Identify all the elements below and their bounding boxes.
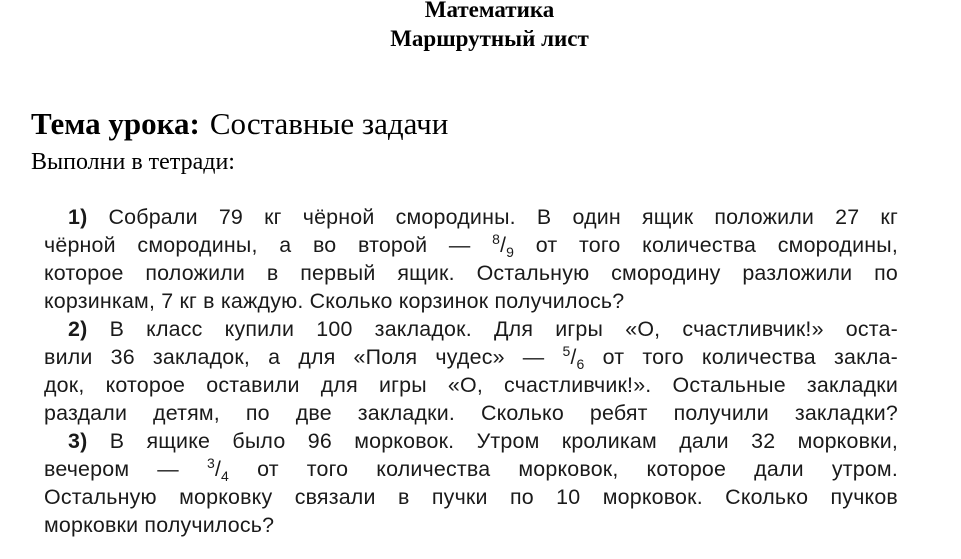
task-3-line-3 xyxy=(44,483,898,511)
task-2-denominator: 6 xyxy=(576,356,585,372)
task-3-text-4: Остальную морковку связали в пучки по 10 морковок. Сколько пучков xyxy=(44,485,898,509)
task-2-line-2 xyxy=(44,343,898,371)
task-3-text-3: от того количества морковок, которое дали утром. xyxy=(257,457,898,481)
task-2-text-3: от того количества закла- xyxy=(602,345,898,369)
task-2-number: 2) xyxy=(68,317,88,341)
task-1-number: 1) xyxy=(68,205,88,229)
task-3-numerator: 3 xyxy=(206,455,215,471)
task-2-line-3 xyxy=(44,371,898,399)
task-3-line-2 xyxy=(44,455,898,483)
task-1-text-2: чёрной смородины, а во второй — xyxy=(44,233,471,257)
task-2-text-2: вили 36 закладок, а для «Поля чудес» — xyxy=(44,345,545,369)
task-1-text-3: от того количества смородины, xyxy=(535,233,898,257)
task-3-number: 3) xyxy=(68,429,88,453)
task-2-text-1: В класс купили 100 закладок. Для игры «О, счастливчик!» оста- xyxy=(109,317,898,341)
task-3-line-1 xyxy=(44,427,898,455)
task-2-text-4: док, которое оставили для игры «О, счастливчик!». Остальные закладки xyxy=(44,373,898,397)
task-1-denominator: 9 xyxy=(506,244,515,260)
task-3-denominator: 4 xyxy=(221,468,230,484)
subject-title: Математика xyxy=(424,0,555,22)
topic-value: Составные задачи xyxy=(209,106,449,141)
task-3-line-4 xyxy=(44,511,898,539)
task-1-line-3 xyxy=(44,259,898,287)
task-2-line-1 xyxy=(44,315,898,343)
instruction-text: Выполни в тетради: xyxy=(31,149,235,175)
task-2-text-5: раздали детям, по две закладки. Сколько ребят получили закладки? xyxy=(44,401,898,425)
topic-label: Тема урока: xyxy=(31,106,200,141)
task-1-text-5: корзинкам, 7 кг в каждую. Сколько корзинок получилось? xyxy=(44,289,625,313)
task-2-numerator: 5 xyxy=(562,343,571,359)
task-1-text-1: Собрали 79 кг чёрной смородины. В один ящик положили 27 кг xyxy=(108,205,898,229)
task-1-line-2 xyxy=(44,231,898,259)
document-header xyxy=(0,0,961,53)
task-list xyxy=(44,203,898,539)
lesson-topic xyxy=(31,106,448,142)
task-3-text-5: морковки получилось? xyxy=(44,513,275,537)
task-1-numerator: 8 xyxy=(492,231,501,247)
task-3-text-2: вечером — xyxy=(44,457,179,481)
task-2-fraction: $^5/_6$ xyxy=(562,343,585,372)
task-3-text-1: В ящике было 96 морковок. Утром кроликам дали 32 морковки, xyxy=(109,429,898,453)
task-1-line-1 xyxy=(44,203,898,231)
route-sheet-title: Маршрутный лист xyxy=(390,26,589,51)
task-1-line-4 xyxy=(44,287,898,315)
task-3-fraction: $^3/_4$ xyxy=(206,455,230,484)
task-1-text-4: которое положили в первый ящик. Остальную смородину разложили по xyxy=(44,261,898,285)
task-1-fraction: $^8/_9$ xyxy=(492,231,515,260)
task-2-line-4 xyxy=(44,399,898,427)
